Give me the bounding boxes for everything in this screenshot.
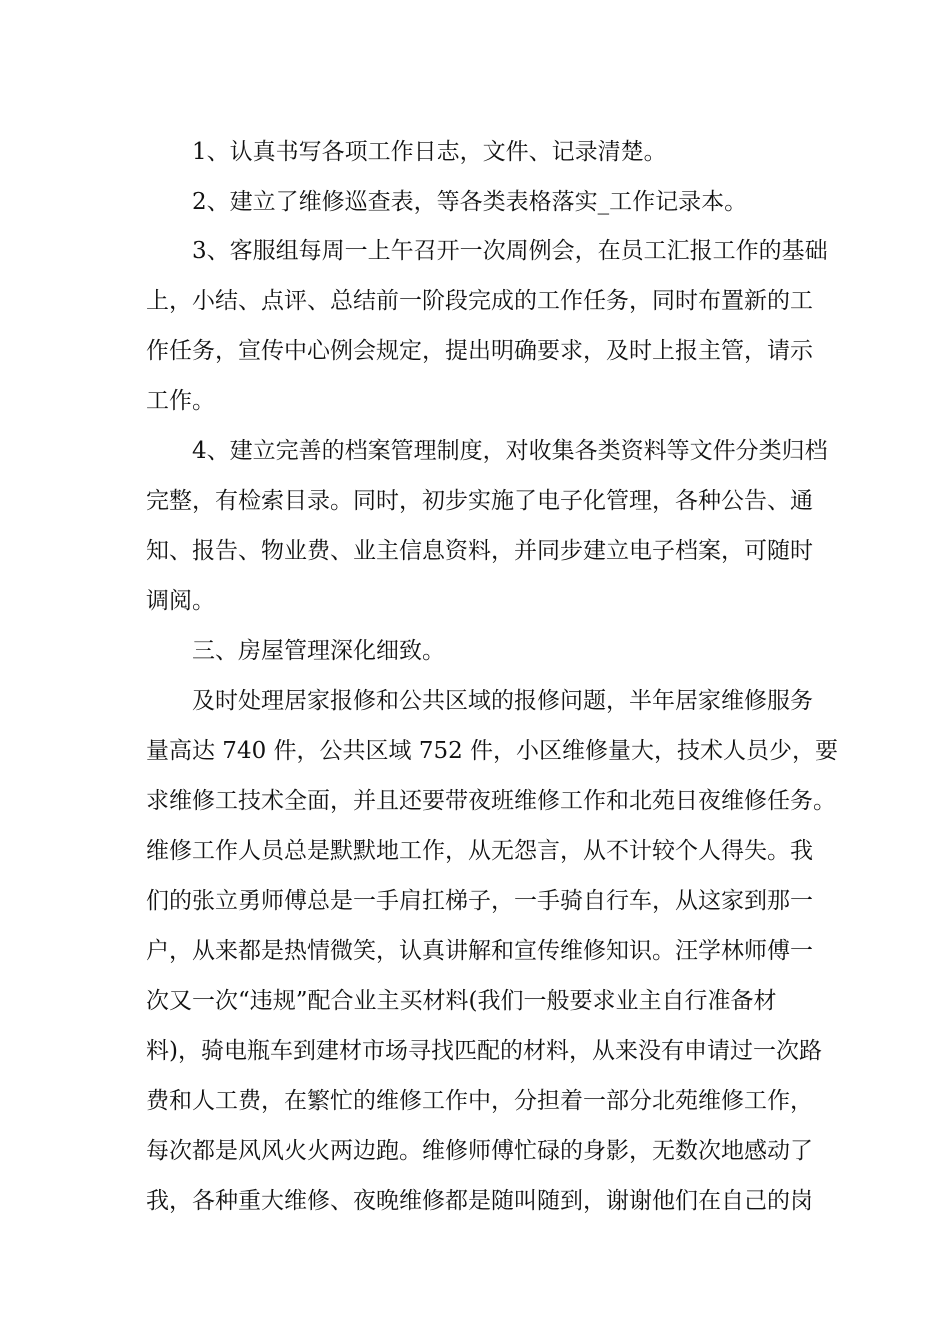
text-line: 1、认真书写各项工作日志，文件、记录清楚。 xyxy=(192,139,667,165)
text-line: 料)，骑电瓶车到建材市场寻找匹配的材料，从来没有申请过一次路 xyxy=(146,1038,822,1064)
text-line: 们的张立勇师傅总是一手肩扛梯子，一手骑自行车，从这家到那一 xyxy=(146,888,813,914)
text-line: 调阅。 xyxy=(146,588,215,614)
text-line: 求维修工技术全面，并且还要带夜班维修工作和北苑日夜维修任务。 xyxy=(146,788,836,814)
text-line: 完整，有检索目录。同时，初步实施了电子化管理，各种公告、通 xyxy=(146,488,813,514)
text-line: 上，小结、点评、总结前一阶段完成的工作任务，同时布置新的工 xyxy=(146,288,813,314)
text-line: 费和人工费，在繁忙的维修工作中，分担着一部分北苑维修工作， xyxy=(146,1088,813,1114)
text-line: 次又一次“违规”配合业主买材料(我们一般要求业主自行准备材 xyxy=(146,988,777,1014)
section-heading: 三、房屋管理深化细致。 xyxy=(192,638,445,664)
text-line: 工作。 xyxy=(146,388,215,414)
text-line: 2、建立了维修巡查表，等各类表格落实_工作记录本。 xyxy=(192,189,748,215)
text-line: 知、报告、物业费、业主信息资料，并同步建立电子档案，可随时 xyxy=(146,538,813,564)
text-line: 量高达 740 件，公共区域 752 件，小区维修量大，技术人员少，要 xyxy=(146,738,839,764)
text-line: 我，各种重大维修、夜晚维修都是随叫随到，谢谢他们在自己的岗 xyxy=(146,1188,813,1214)
text-line: 户，从来都是热情微笑，认真讲解和宣传维修知识。汪学林师傅一 xyxy=(146,938,813,964)
text-line: 作任务，宣传中心例会规定，提出明确要求，及时上报主管，请示 xyxy=(146,338,813,364)
text-line: 每次都是风风火火两边跑。维修师傅忙碌的身影，无数次地感动了 xyxy=(146,1138,813,1164)
text-line: 4、建立完善的档案管理制度，对收集各类资料等文件分类归档 xyxy=(192,438,828,464)
text-line: 维修工作人员总是默默地工作，从无怨言，从不计较个人得失。我 xyxy=(146,838,813,864)
text-line: 3、客服组每周一上午召开一次周例会，在员工汇报工作的基础 xyxy=(192,238,828,264)
text-line: 及时处理居家报修和公共区域的报修问题，半年居家维修服务 xyxy=(192,688,813,714)
